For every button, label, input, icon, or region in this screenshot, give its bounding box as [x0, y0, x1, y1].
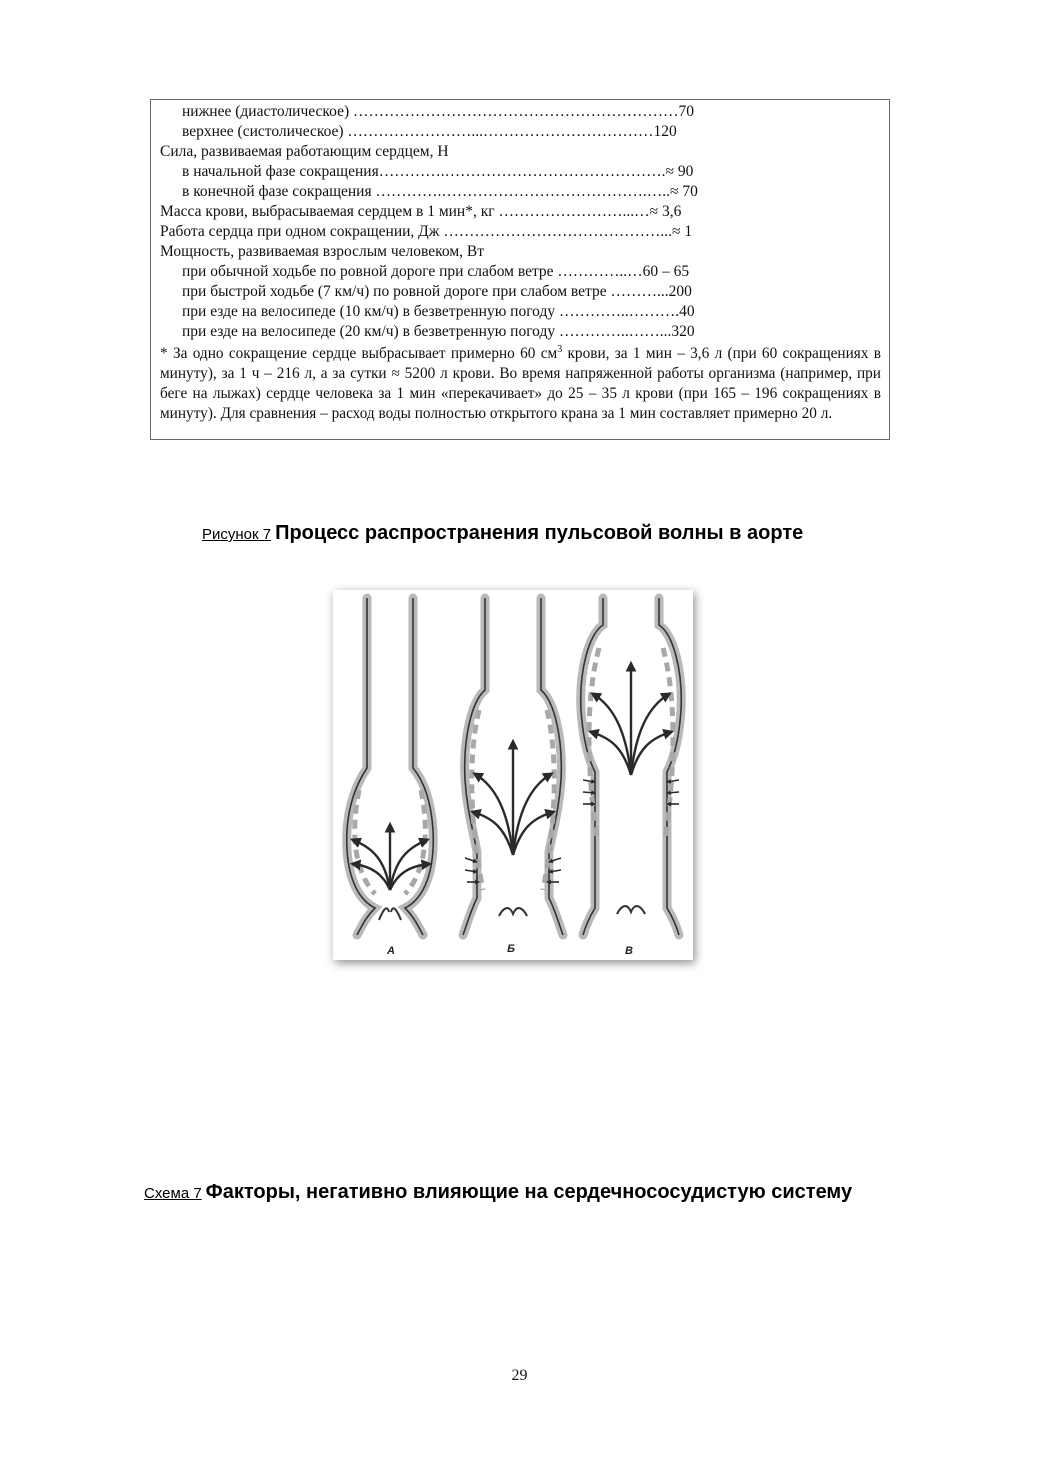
scheme-caption-title: Факторы, негативно влияющие на сердечнососудистую систему — [205, 1181, 853, 1203]
table-row: Мощность, развиваемая взрослым человеком, Вт — [160, 243, 484, 260]
page-number: 29 — [511, 1367, 528, 1384]
panel-b-label: Б — [507, 943, 515, 955]
scheme-caption — [144, 1181, 852, 1204]
panel-a-vessel — [347, 598, 434, 935]
table-row: Масса крови, выбрасываемая сердцем в 1 мин*, кг ……………………...…≈ 3,6 — [160, 203, 682, 220]
table-row: при быстрой ходьбе (7 км/ч) по ровной дороге при слабом ветре ………...200 — [182, 283, 692, 300]
table-row: верхнее (систолическое) ……………………...……………………………120 — [182, 123, 677, 140]
scheme-caption-prefix: Схема 7 — [144, 1185, 202, 1202]
footnote-text-end: крови, за 1 мин – 3,6 л (при 60 сокращениях в минуту), за 1 ч – 216 л, а за сутки ≈ 5200 л крови. Во время напряженной работы организма (например, при беге на лыжах) сердце человека за 1 мин «перекачивает» до 25 – 35 л крови (при 165 – 196 сокращениях в минуту). Для сравнения – расход воды полностью открытого крана за 1 мин составляет примерно 20 л. — [160, 345, 881, 422]
table-row: в начальной фазе сокращения………….…………………………………….≈ 90 — [182, 163, 694, 180]
figure-caption-prefix: Рисунок 7 — [202, 526, 272, 543]
table-row: при езде на велосипеде (10 км/ч) в безветренную погоду …………..……….40 — [182, 303, 695, 320]
table-row: Сила, развиваемая работающим сердцем, Н — [160, 143, 449, 160]
figure-caption — [202, 522, 803, 545]
footnote-text-start: * За одно сокращение сердце выбрасывает примерно 60 см — [160, 345, 558, 362]
figure-caption-title: Процесс распространения пульсовой волны в аорте — [275, 522, 804, 544]
panel-c-label: В — [625, 945, 633, 957]
panel-b-vessel — [463, 598, 563, 935]
table-row: Работа сердца при одном сокращении, Дж ……………………………………...≈ 1 — [160, 223, 693, 240]
panel-c-vessel — [581, 598, 682, 935]
data-table-box — [150, 99, 890, 440]
table-row: при езде на велосипеде (20 км/ч) в безветренную погоду …………..……...320 — [182, 323, 695, 340]
table-row: в конечной фазе сокращения ………….………………………………….…..≈ 70 — [182, 183, 698, 200]
aorta-figure — [333, 590, 693, 960]
table-row: нижнее (диастолическое) ………………………………………………………70 — [182, 103, 695, 120]
footnote-superscript: 3 — [557, 343, 563, 355]
footnote — [160, 344, 881, 424]
aorta-illustration — [333, 590, 693, 960]
table-row: при обычной ходьбе по ровной дороге при слабом ветре …………..…60 – 65 — [182, 263, 690, 280]
panel-a-label: А — [387, 945, 395, 957]
